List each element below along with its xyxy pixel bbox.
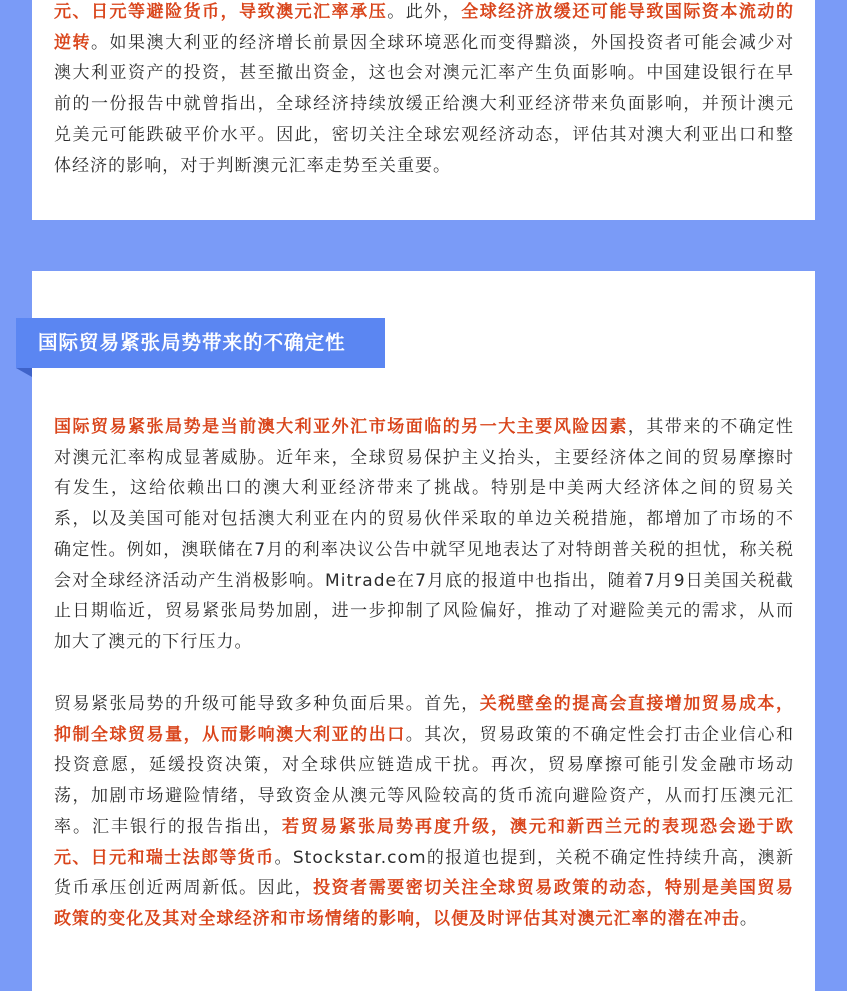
highlight-text: 投资者需要密切关注全球贸易政策的动态，特别是美国贸易政策的变化及其对全球经济和市场情绪的影响，以便及时评估其对澳元汇率的潜在冲击	[54, 878, 794, 929]
section-heading: 国际贸易紧张局势带来的不确定性	[16, 318, 385, 368]
body-text: 。	[739, 908, 758, 929]
body-text: 贸易紧张局势的升级可能导致多种负面后果。首先，	[54, 694, 480, 714]
highlight-text: 元、日元等避险货币，导致澳元汇率承压	[54, 2, 388, 22]
paragraph-trade-tension	[54, 412, 794, 658]
highlight-text: 关税壁垒的提高会直接增加贸易成本，抑制全球贸易量，从而影响澳大利亚的出口	[54, 694, 794, 745]
paragraph-global-slowdown	[54, 0, 794, 181]
highlight-text: 全球经济放缓还可能导致国际资本流动的逆转	[54, 2, 794, 53]
article-card-top	[32, 0, 815, 220]
body-text: ，其带来的不确定性对澳元汇率构成显著威胁。近年来，全球贸易保护主义抬头，主要经济体之间的贸易摩擦时有发生，这给依赖出口的澳大利亚经济带来了挑战。特别是中美两大经济体之间的贸易关系，以及美国可能对包括澳大利亚在内的贸易伙伴采取的单边关税措施，都增加了市场的不确定性。例如，澳联储在7月的利率决议公告中就罕见地表达了对特朗普关税的担忧，称关税会对全球经济活动产生消极影响。Mitrade在7月底的报道中也指出，随着7月9日美国关税截止日期临近，贸易紧张局势加剧，进一步抑制了风险偏好，推动了对避险美元的需求，从而加大了澳元的下行压力。	[54, 417, 794, 652]
body-text: 。Stockstar.com的报道也提到，关税不确定性持续升高，澳新货币承压创近两周新低。因此，	[54, 847, 795, 899]
body-text: 。如果澳大利亚的经济增长前景因全球环境恶化而变得黯淡，外国投资者可能会减少对澳大利亚资产的投资，甚至撤出资金，这也会对澳元汇率产生负面影响。中国建设银行在早前的一份报告中就曾指出，全球经济持续放缓正给澳大利亚经济带来负面影响，并预计澳元兑美元可能跌破平价水平。因此，密切关注全球宏观经济动态，评估其对澳大利亚出口和整体经济的影响，对于判断澳元汇率走势至关重要。	[54, 32, 794, 176]
body-text: 。此外，	[387, 2, 462, 22]
highlight-text: 若贸易紧张局势再度升级，澳元和新西兰元的表现恐会逊于欧元、日元和瑞士法郎等货币	[54, 816, 794, 868]
paragraph-trade-escalation	[54, 689, 794, 935]
section-heading-fold	[16, 368, 32, 377]
article-card-trade	[32, 271, 815, 991]
body-text: 。其次，贸易政策的不确定性会打击企业信心和投资意愿，延缓投资决策，对全球供应链造成干扰。再次，贸易摩擦可能引发金融市场动荡，加剧市场避险情绪，导致资金从澳元等风险较高的货币流向避险资产，从而打压澳元汇率。汇丰银行的报告指出，	[54, 724, 794, 837]
highlight-text: 国际贸易紧张局势是当前澳大利亚外汇市场面临的另一大主要风险因素	[54, 417, 628, 437]
